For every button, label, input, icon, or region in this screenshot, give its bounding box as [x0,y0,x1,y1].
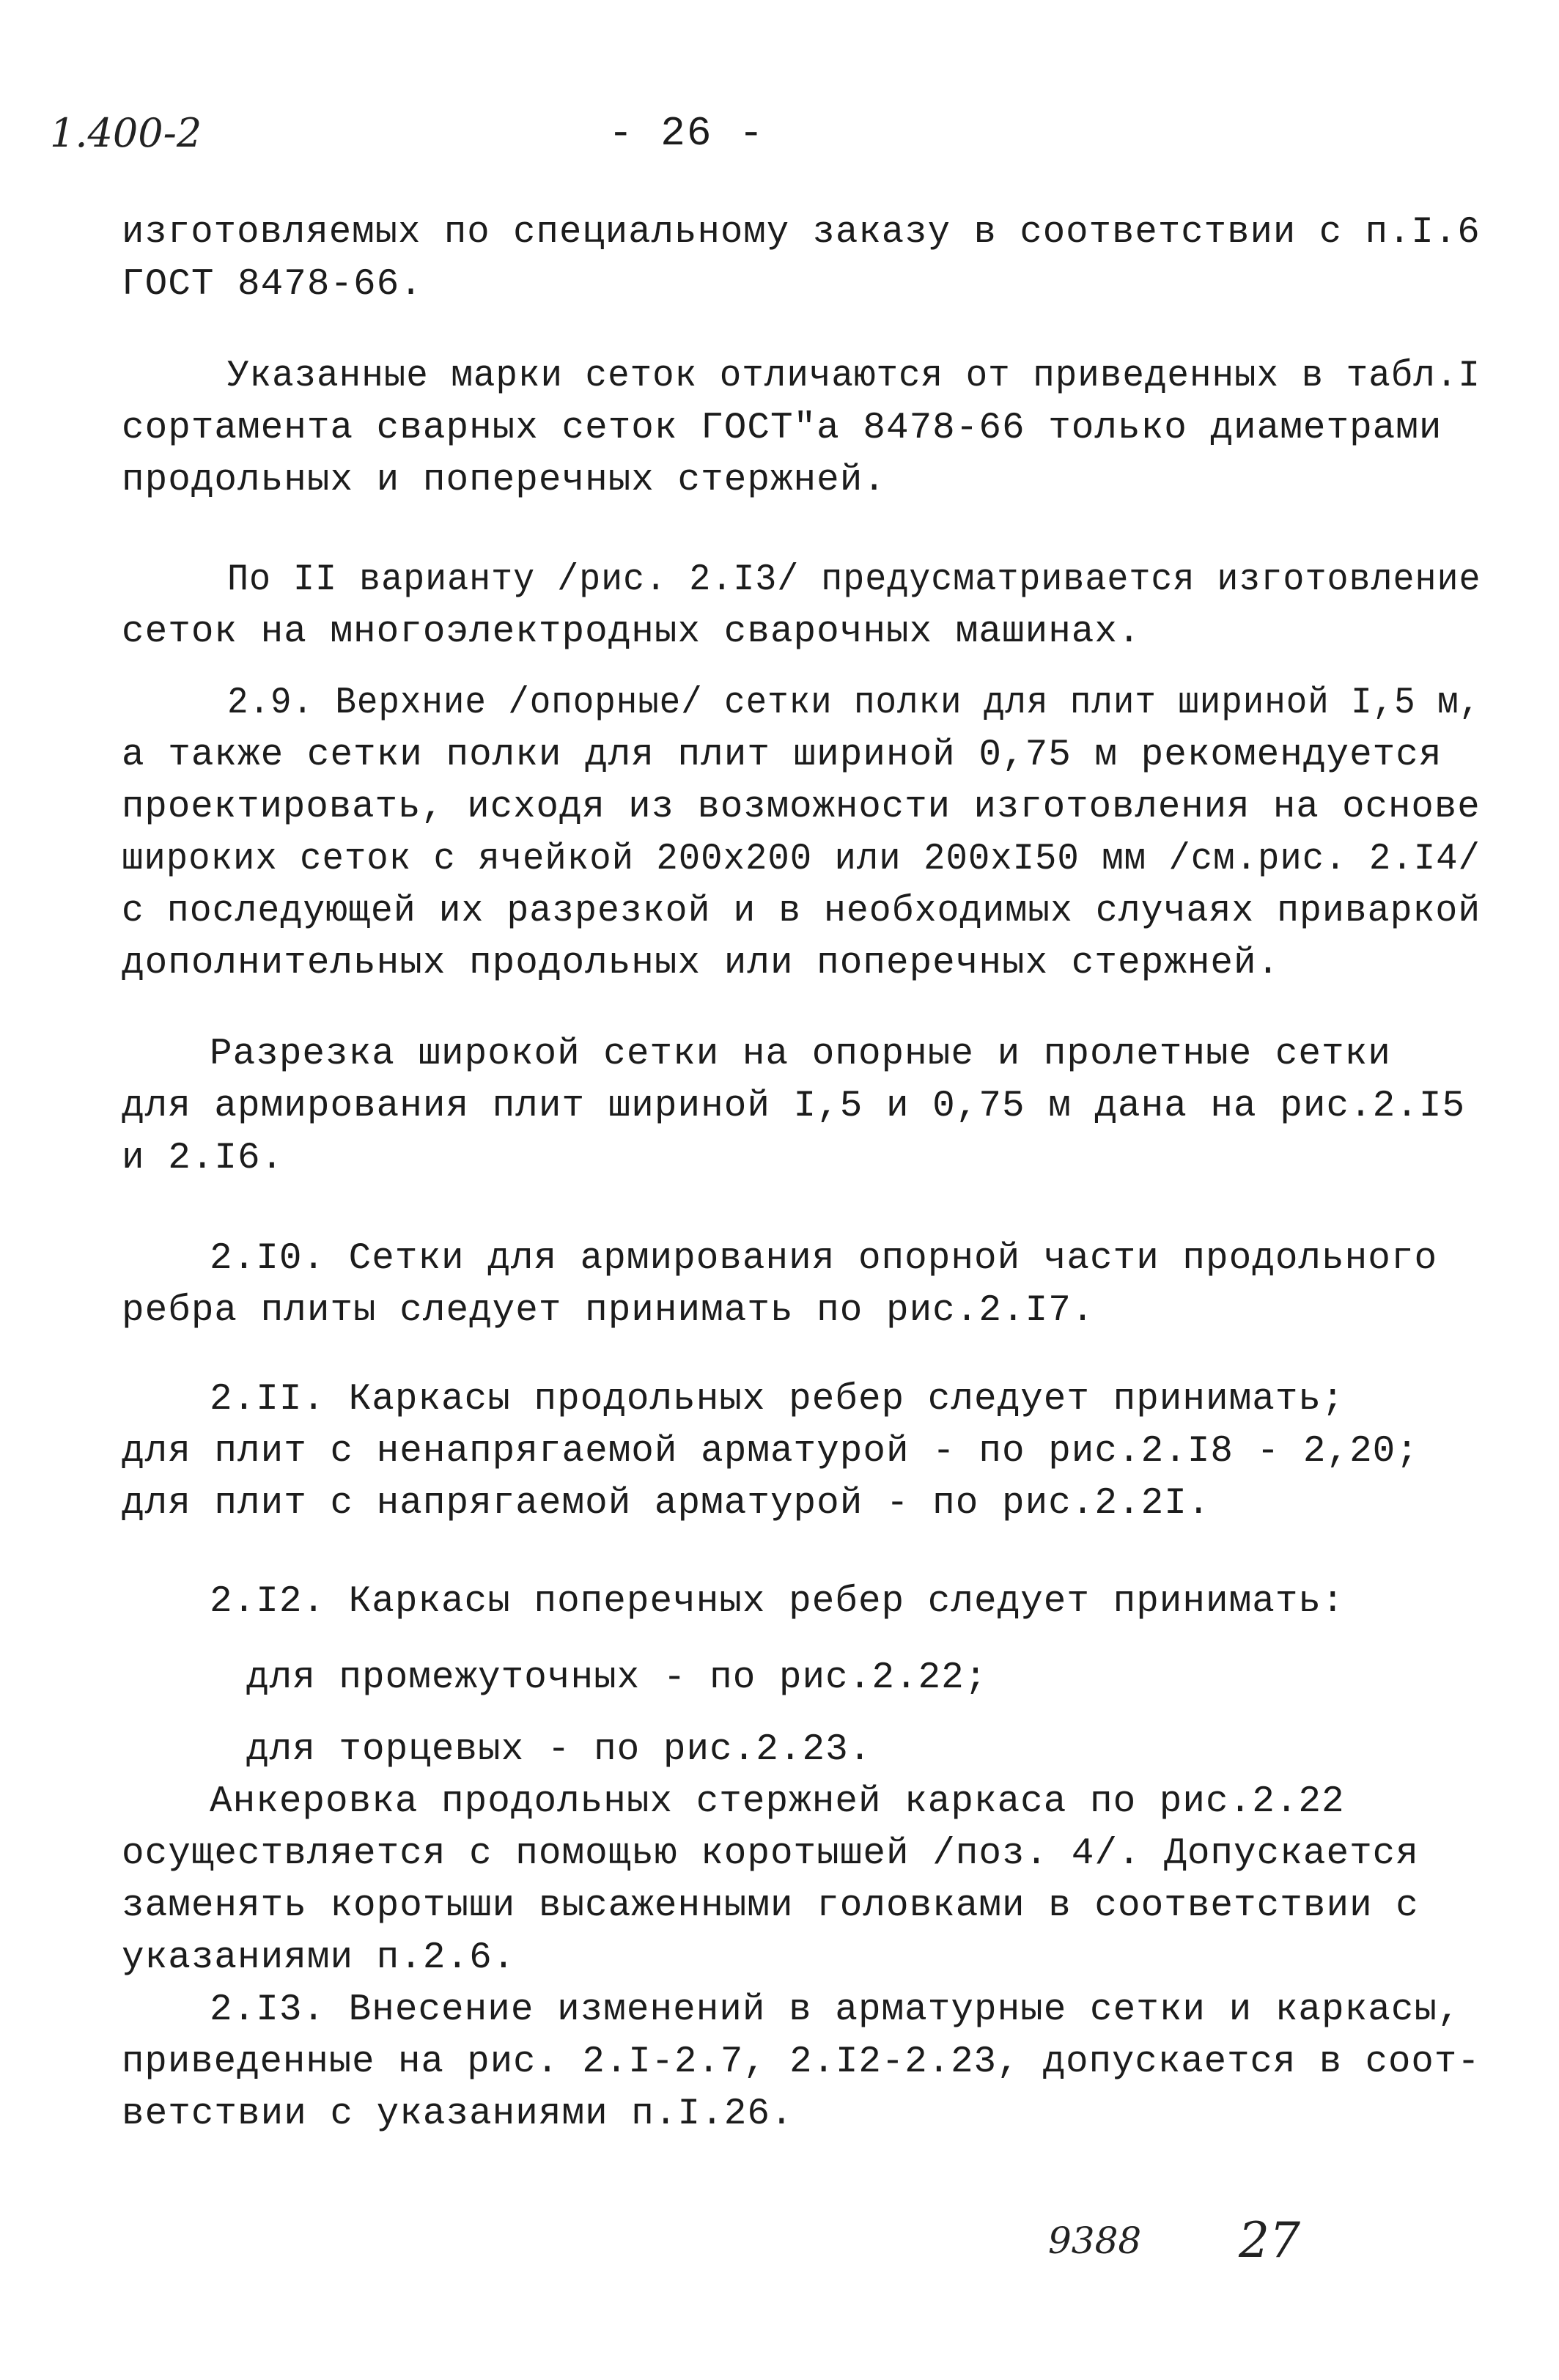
text-line: 2.II. Каркасы продольных ребер следует принимать; [210,1379,1345,1421]
text-line: 2.I0. Сетки для армирования опорной части продольного [210,1238,1438,1280]
text-line: широких сеток с ячейкой 200х200 или 200хI50 мм /см.рис. 2.I4/ [122,839,1481,880]
text-line: для торцевых - по рис.2.23. [246,1729,872,1771]
text-line: а также сетки полки для плит шириной 0,75 м рекомендуется [122,734,1442,776]
text-line: Разрезка широкой сетки на опорные и пролетные сетки [210,1034,1391,1075]
text-line: По II варианту /рис. 2.I3/ предусматривается изготовление [227,559,1481,601]
text-line: для плит с ненапрягаемой арматурой - по рис.2.I8 - 2,20; [122,1431,1419,1473]
text-line: приведенные на рис. 2.I-2.7, 2.I2-2.23, допускается в соот- [122,2041,1481,2083]
text-line: Указанные марки сеток отличаются от приведенных в табл.I [227,355,1481,397]
text-line: с последующей их разрезкой и в необходимых случаях приваркой [122,891,1481,932]
text-line: ветствии с указаниями п.I.26. [122,2093,794,2135]
text-line: проектировать, исходя из возможности изготовления на основе [122,786,1481,828]
text-line: 2.I3. Внесение изменений в арматурные сетки и каркасы, [210,1989,1461,2031]
text-line: продольных и поперечных стержней. [122,460,886,501]
text-line: для плит с напрягаемой арматурой - по рис.2.2I. [122,1483,1211,1525]
sheet-code: 9388 [1048,2219,1142,2262]
text-line: 2.I2. Каркасы поперечных ребер следует принимать: [210,1581,1345,1623]
text-line: сортамента сварных сеток ГОСТ"а 8478-66 только диаметрами [122,408,1442,449]
text-line: указаниями п.2.6. [122,1937,516,1979]
text-line: ГОСТ 8478-66. [122,264,423,306]
page-number: - 26 - [608,110,765,157]
document-code: 1.400-2 [50,110,202,156]
text-line: изготовляемых по специальному заказу в соответствии с п.I.6 [122,212,1481,254]
text-line: 2.9. Верхние /опорные/ сетки полки для плит шириной I,5 м, [227,682,1481,724]
sheet-number: 27 [1239,2212,1300,2269]
text-line: и 2.I6. [122,1138,284,1179]
text-line: для промежуточных - по рис.2.22; [246,1657,988,1699]
text-line: Анкеровка продольных стержней каркаса по рис.2.22 [210,1781,1345,1823]
text-line: для армирования плит шириной I,5 и 0,75 м дана на рис.2.I5 [122,1086,1466,1127]
text-line: осуществляется с помощью коротышей /поз. 4/. Допускается [122,1833,1419,1875]
text-line: сеток на многоэлектродных сварочных машинах. [122,611,1141,653]
text-line: заменять коротыши высаженными головками в соответствии с [122,1885,1419,1927]
text-line: дополнительных продольных или поперечных стержней. [122,943,1280,984]
text-line: ребра плиты следует принимать по рис.2.I7. [122,1290,1095,1332]
